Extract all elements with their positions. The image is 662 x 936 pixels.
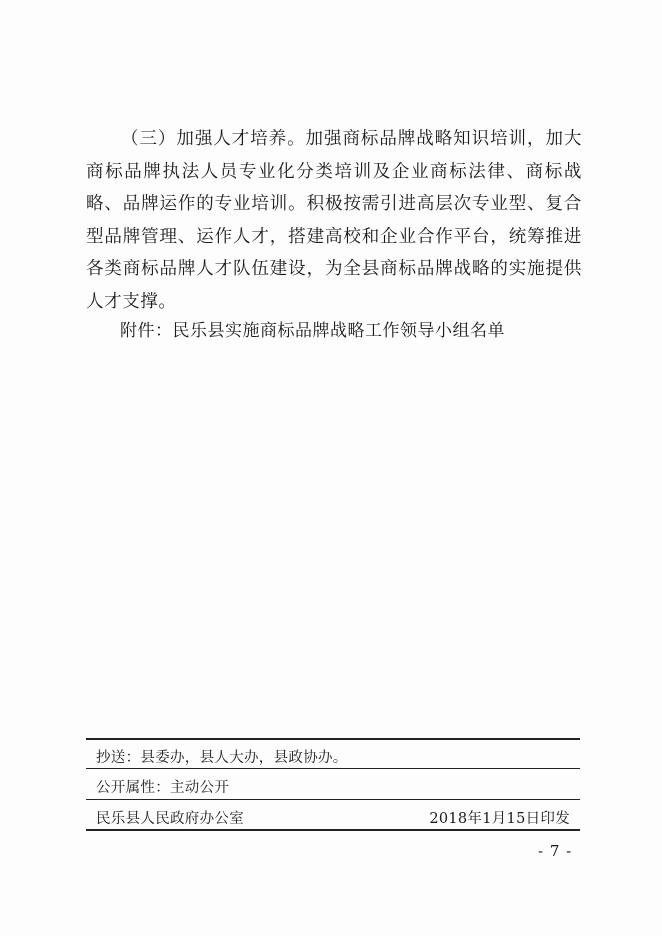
issue-date: 2018年1月15日印发: [429, 811, 570, 827]
page-number: - 7 -: [538, 842, 573, 860]
footer-divider-1: [86, 768, 580, 769]
issuer-row: [96, 807, 570, 828]
disclosure-line: 公开属性：主动公开: [96, 780, 230, 796]
attachment-line: 附件：民乐县实施商标品牌战略工作领导小组名单: [120, 321, 505, 341]
issuer-name: 民乐县人民政府办公室: [96, 811, 244, 827]
body-paragraph: （三）加强人才培养。加强商标品牌战略知识培训，加大商标品牌执法人员专业化分类培训及企业商标法律、商标战略、品牌运作的专业培训。积极按需引进高层次专业型、复合型品牌管理、运作人才，搭建高校和企业合作平台，统筹推进各类商标品牌人才队伍建设，为全县商标品牌战略的实施提供人才支撑。: [86, 129, 582, 312]
cc-line: 抄送：县委办，县人大办，县政协办。: [96, 750, 348, 766]
footer-top-rule: [86, 738, 580, 740]
footer-divider-2: [86, 799, 580, 800]
footer-bottom-rule: [86, 829, 580, 831]
